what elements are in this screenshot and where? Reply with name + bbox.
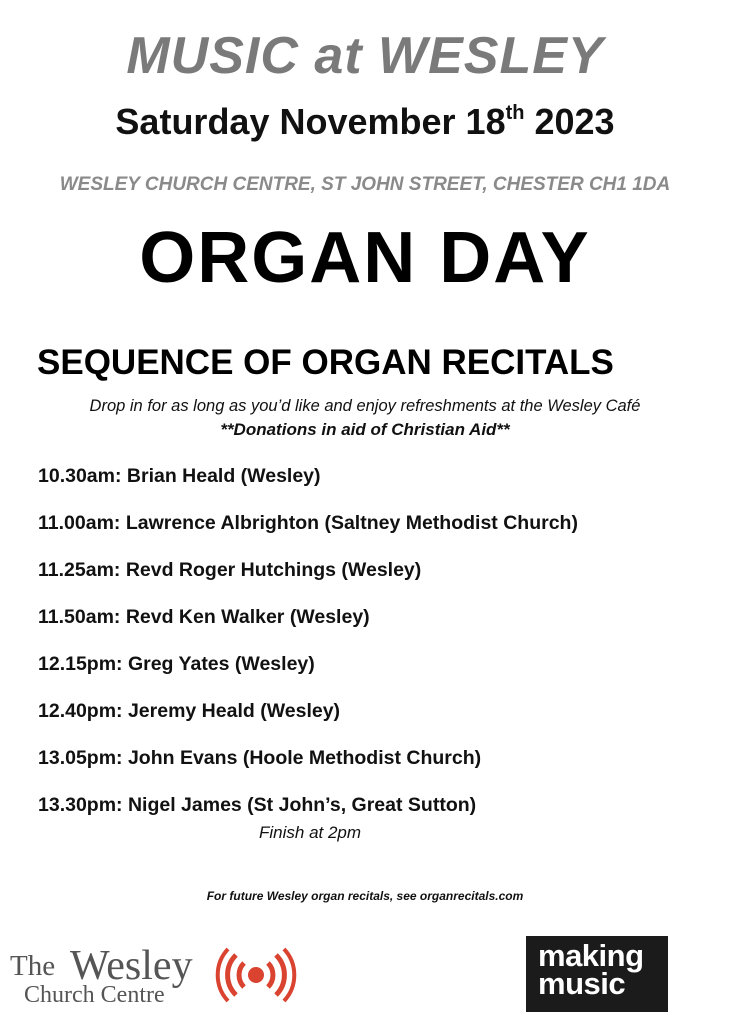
wesley-ripple-icon (210, 946, 300, 1004)
page-title: MUSIC at WESLEY (126, 27, 604, 85)
logo-making: making (538, 938, 644, 973)
recitals-heading: SEQUENCE OF ORGAN RECITALS (37, 343, 614, 382)
schedule-item: 12.40pm: Jeremy Heald (Wesley) (38, 700, 341, 722)
footer-note: For future Wesley organ recitals, see organrecitals.com (206, 889, 524, 903)
logo-church-centre: Church Centre (24, 982, 165, 1008)
schedule-item: 11.00am: Lawrence Albrighton (Saltney Methodist Church) (38, 512, 578, 534)
recital-schedule (38, 461, 578, 837)
date-main: Saturday November 18 (115, 101, 506, 142)
schedule-item: 11.50am: Revd Ken Walker (Wesley) (38, 606, 370, 628)
schedule-item: 11.25am: Revd Roger Hutchings (Wesley) (38, 559, 422, 581)
wesley-church-centre-logo (10, 940, 310, 1010)
drop-in-note: Drop in for as long as you’d like and enjoy refreshments at the Wesley Café (89, 397, 641, 415)
schedule-item: 12.15pm: Greg Yates (Wesley) (38, 653, 315, 675)
event-date (0, 101, 730, 143)
logo-music: music (538, 966, 626, 1001)
venue-address: WESLEY CHURCH CENTRE, ST JOHN STREET, CHESTER CH1 1DA (59, 174, 671, 195)
event-name: ORGAN DAY (139, 218, 591, 298)
donation-note: **Donations in aid of Christian Aid** (220, 420, 510, 439)
finish-time: Finish at 2pm (259, 823, 362, 842)
date-suffix: th (505, 102, 525, 124)
logo-the: The (10, 950, 56, 982)
schedule-item: 13.30pm: Nigel James (St John’s, Great Sutton) (38, 794, 477, 816)
schedule-item: 13.05pm: John Evans (Hoole Methodist Church) (38, 747, 482, 769)
logo-wesley: Wesley (70, 943, 193, 989)
date-year: 2023 (524, 101, 615, 142)
schedule-item: 10.30am: Brian Heald (Wesley) (38, 465, 321, 487)
making-music-logo (526, 936, 668, 1012)
